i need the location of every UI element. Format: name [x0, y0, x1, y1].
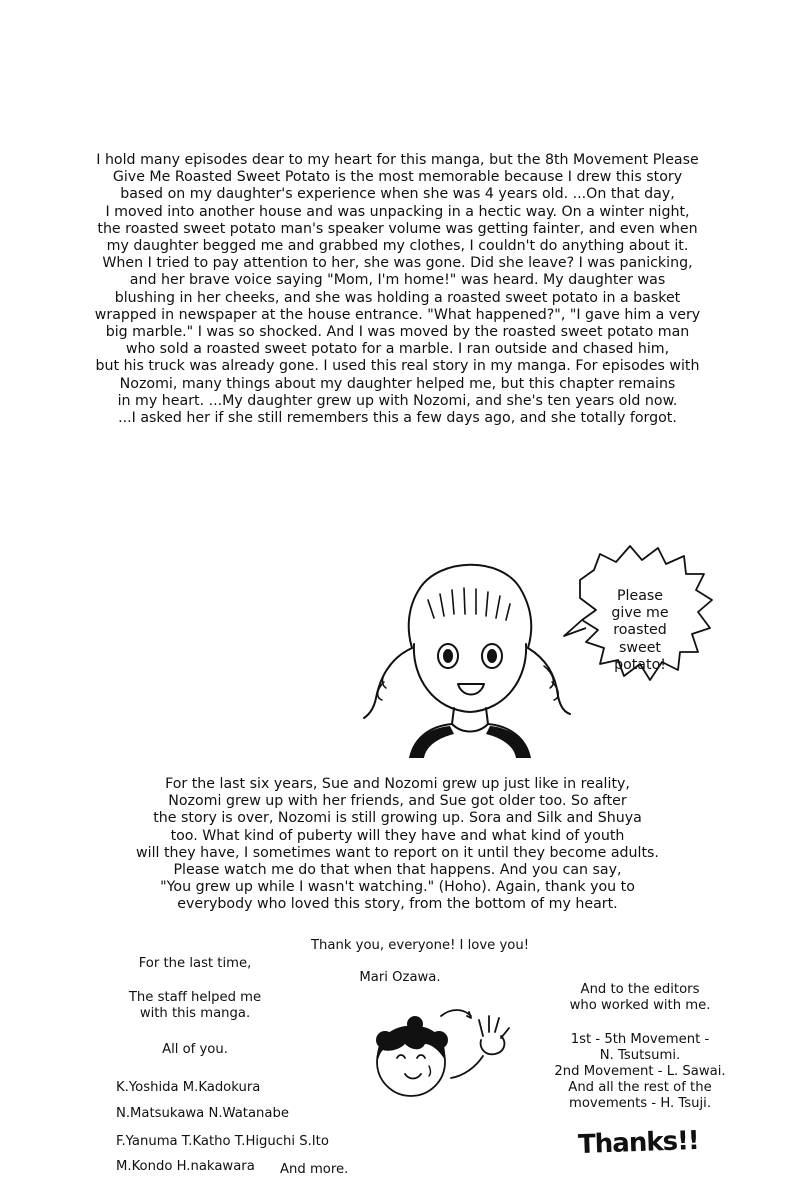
- thanks-handwritten: Thanks!!: [577, 1125, 700, 1161]
- author-name: Mari Ozawa.: [359, 970, 441, 985]
- afterword-middle-paragraph: [90, 776, 705, 914]
- afterword-top-paragraph: [40, 152, 755, 427]
- bubble-line: sweet: [618, 639, 661, 656]
- text-line: but his truck was already gone. I used this real story in my manga. For episodes with: [95, 358, 700, 375]
- text-line: will they have, I sometimes want to report on it until they become adults.: [136, 844, 659, 861]
- thanks-everyone-text: Thank you, everyone! I love you!: [310, 938, 529, 953]
- editor-credits: [510, 1032, 770, 1112]
- text-line: The staff helped me: [128, 990, 262, 1005]
- bubble-line: roasted: [613, 622, 667, 639]
- text-line: big marble." I was so shocked. And I was moved by the roasted sweet potato man: [105, 324, 690, 341]
- girl-illustration: [350, 548, 580, 758]
- text-line: the roasted sweet potato man's speaker volume was getting fainter, and even when: [97, 220, 698, 237]
- bubble-line: give me: [611, 605, 669, 622]
- text-line: Nozomi, many things about my daughter helped me, but this chapter remains: [119, 375, 676, 392]
- bubble-line: potato!: [614, 656, 666, 673]
- text-line: too. What kind of puberty will they have and what kind of youth: [170, 827, 625, 844]
- text-line: my daughter begged me and grabbed my clothes, I couldn't do anything about it.: [106, 238, 689, 255]
- text-line: movements - H. Tsuji.: [568, 1096, 712, 1111]
- staff-names-line: K.Yoshida M.Kadokura: [116, 1080, 261, 1095]
- staff-names-line: F.Yanuma T.Katho T.Higuchi S.Ito: [116, 1134, 329, 1149]
- text-line: I moved into another house and was unpacking in a hectic way. On a winter night,: [105, 203, 690, 220]
- text-line: who worked with me.: [569, 998, 711, 1013]
- text-line: Give Me Roasted Sweet Potato is the most memorable because I drew this story: [112, 169, 683, 186]
- all-of-you-text: All of you.: [162, 1042, 228, 1057]
- text-line: "You grew up while I wasn't watching." (Hoho). Again, thank you to: [160, 879, 635, 896]
- text-line: wrapped in newspaper at the house entrance. "What happened?", "I gave him a very: [94, 306, 701, 323]
- text-line: everybody who loved this story, from the bottom of my heart.: [177, 896, 618, 913]
- author-chibi-illustration: [355, 1006, 525, 1106]
- text-line: 1st - 5th Movement -: [570, 1032, 710, 1047]
- text-line: in my heart. ...My daughter grew up with Nozomi, and she's ten years old now.: [117, 392, 678, 409]
- text-line: When I tried to pay attention to her, she was gone. Did she leave? I was panicking,: [102, 255, 693, 272]
- text-line: For the last six years, Sue and Nozomi grew up just like in reality,: [165, 776, 630, 792]
- text-line: I hold many episodes dear to my heart for this manga, but the 8th Movement Please: [96, 152, 699, 168]
- text-line: And to the editors: [580, 982, 700, 997]
- text-line: Nozomi grew up with her friends, and Sue got older too. So after: [168, 793, 627, 810]
- text-line: And all the rest of the: [568, 1080, 712, 1095]
- text-line: who sold a roasted sweet potato for a marble. I ran outside and chased him,: [125, 341, 670, 358]
- bubble-line: Please: [616, 588, 664, 604]
- text-line: 2nd Movement - L. Sawai.: [554, 1064, 726, 1079]
- text-line: based on my daughter's experience when she was 4 years old. ...On that day,: [120, 186, 675, 203]
- staff-helped-text: [90, 990, 300, 1022]
- staff-names-line: M.Kondo H.nakawara: [116, 1159, 255, 1174]
- text-line: blushing in her cheeks, and she was holding a roasted sweet potato in a basket: [114, 289, 681, 306]
- and-more-text: And more.: [280, 1162, 349, 1177]
- editors-intro-text: [520, 982, 760, 1014]
- speech-bubble-text: [600, 588, 680, 674]
- text-line: ...I asked her if she still remembers this a few days ago, and she totally forgot.: [118, 410, 677, 427]
- for-last-time-text: For the last time,: [138, 956, 252, 971]
- text-line: and her brave voice saying "Mom, I'm home!" was heard. My daughter was: [129, 272, 666, 289]
- staff-names-line: N.Matsukawa N.Watanabe: [116, 1106, 289, 1121]
- text-line: Please watch me do that when that happens. And you can say,: [173, 862, 622, 879]
- text-line: N. Tsutsumi.: [599, 1048, 681, 1063]
- text-line: the story is over, Nozomi is still growing up. Sora and Silk and Shuya: [153, 810, 642, 827]
- text-line: with this manga.: [139, 1006, 251, 1021]
